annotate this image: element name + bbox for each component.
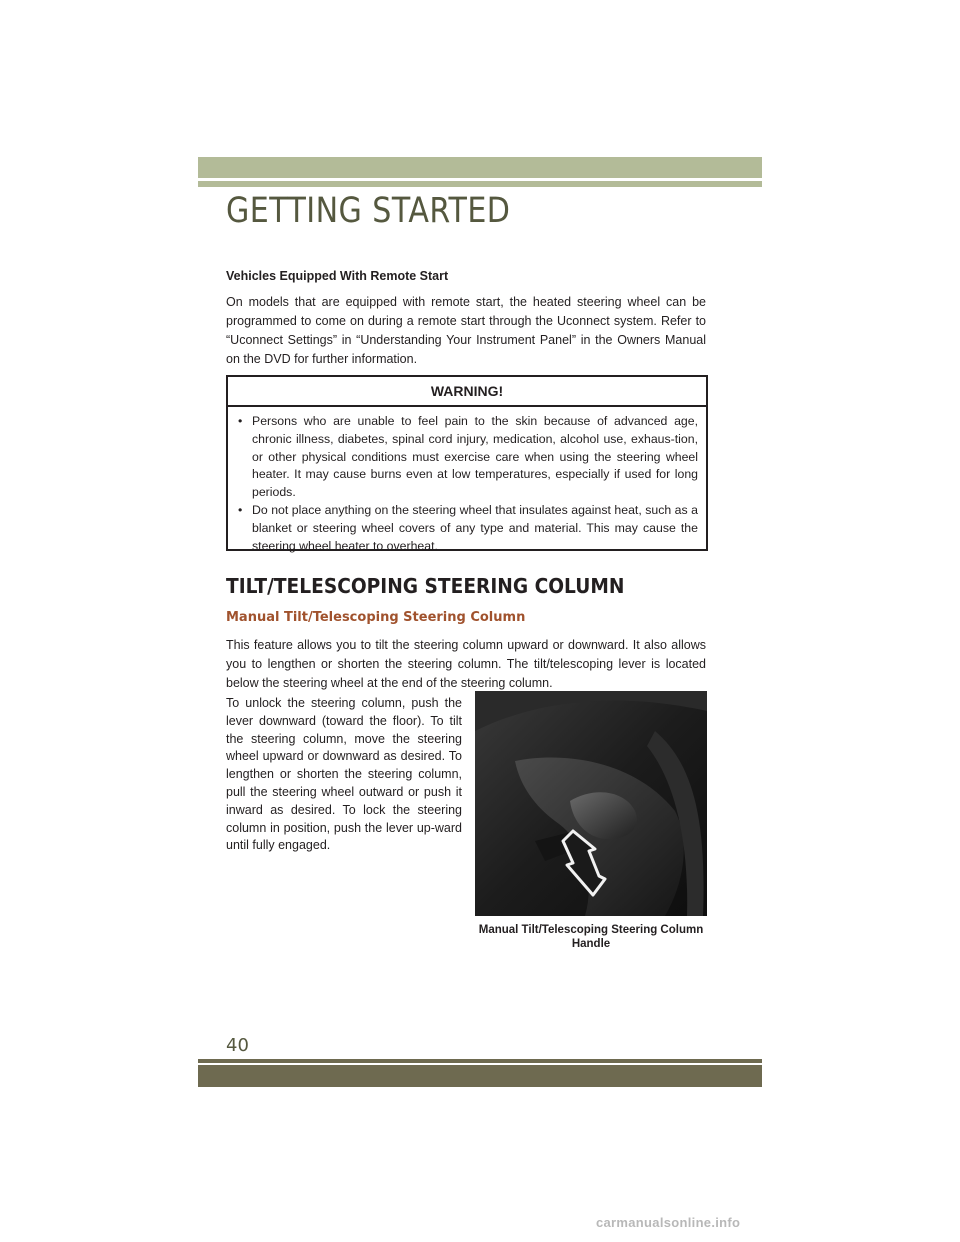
remote-start-heading: Vehicles Equipped With Remote Start <box>226 269 449 283</box>
header-rule <box>198 181 762 187</box>
footer-bar <box>198 1065 762 1087</box>
remote-start-paragraph: On models that are equipped with remote start, the heated steering wheel can be programmed to come on during a remote start through the Uconnect system. Refer to “Uconnect Settings” in “Understanding Your Instrument Panel” in the Owners Manual on the DVD for further information. <box>226 295 706 366</box>
steering-column-illustration <box>475 691 707 916</box>
warning-list <box>236 413 698 555</box>
footer-rule <box>198 1059 762 1063</box>
tilt-intro-paragraph: This feature allows you to tilt the steering column upward or downward. It also allows you to lengthen or shorten the steering column. The tilt/telescoping lever is located below the steering wheel at the end of the steering column. <box>226 638 706 690</box>
warning-item: • Do not place anything on the steering wheel that insulates against heat, such as a blanket or steering wheel covers of any type and material. This may cause the steering wheel heater to overheat. <box>236 502 698 555</box>
watermark: carmanualsonline.info <box>596 1215 741 1230</box>
section-title: GETTING STARTED <box>226 191 511 231</box>
tilt-heading: TILT/TELESCOPING STEERING COLUMN <box>226 574 625 598</box>
warning-title: WARNING! <box>228 377 706 407</box>
figure-caption: Manual Tilt/Telescoping Steering Column Handle <box>478 924 704 950</box>
steering-column-photo <box>475 691 707 916</box>
warning-box <box>226 375 708 551</box>
page-number: 40 <box>226 1035 249 1056</box>
tilt-instructions-paragraph: To unlock the steering column, push the lever downward (toward the floor). To tilt the steering column, move the steering wheel upward or downward as desired. To lengthen or shorten the steering column, pull the steering wheel outward or push it inward as desired. To lock the steering column in position, push the lever up-ward until fully engaged. <box>226 696 462 853</box>
header-bar <box>198 157 762 178</box>
warning-item: • Persons who are unable to feel pain to the skin because of advanced age, chronic illness, diabetes, spinal cord injury, medication, alcohol use, exhaus-tion, or other physical conditions must exercise care when using the steering wheel heater. It may cause burns even at low temperatures, especially if used for long periods. <box>236 413 698 502</box>
tilt-subheading: Manual Tilt/Telescoping Steering Column <box>226 610 526 625</box>
